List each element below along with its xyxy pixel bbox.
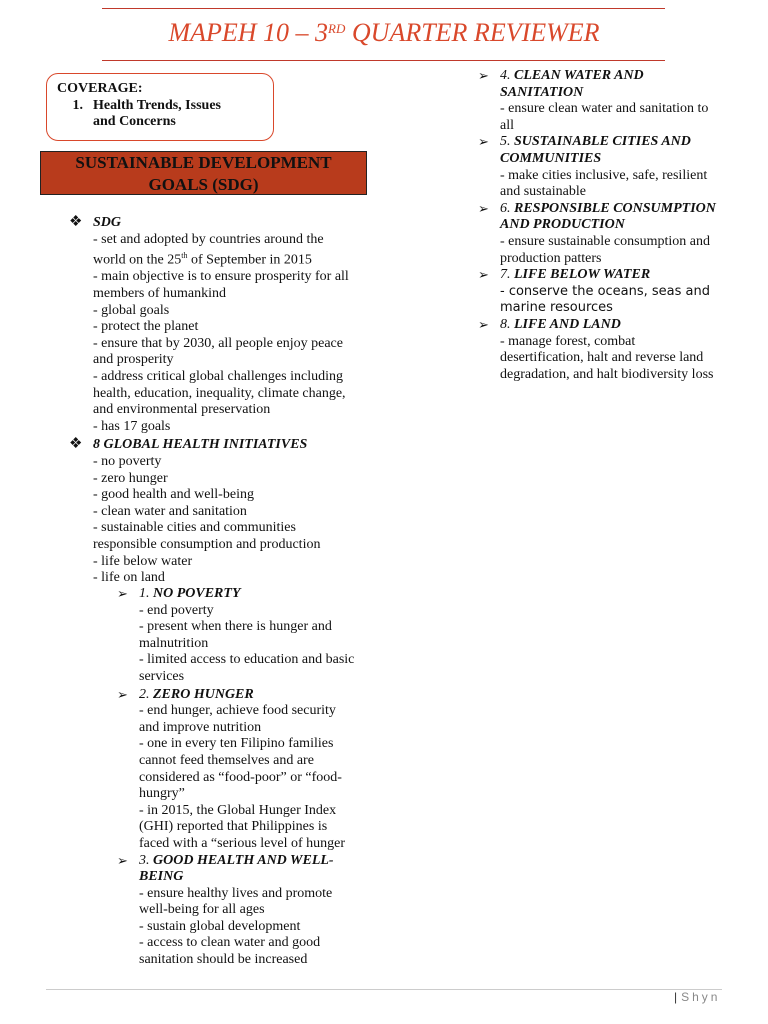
coverage-label: COVERAGE: xyxy=(57,81,143,96)
diamond-bullet-icon: ❖ xyxy=(69,214,83,230)
goal-8-line: degradation, and halt biodiversity loss xyxy=(500,366,714,382)
ghi-item: - good health and well-being xyxy=(93,487,254,503)
ghi-item: - clean water and sanitation xyxy=(93,503,247,519)
goal-5-heading: ➢ 5. SUSTAINABLE CITIES AND COMMUNITIES xyxy=(478,134,691,166)
sdg-banner xyxy=(40,151,367,195)
page-footer: | Shyn xyxy=(674,990,721,1004)
arrow-bullet-icon: ➢ xyxy=(117,686,128,702)
coverage-item-number: 1. xyxy=(72,98,83,113)
goal-7-line: - conserve the oceans, seas and xyxy=(500,283,711,299)
goal-5-line: - make cities inclusive, safe, resilient xyxy=(500,167,708,183)
goal-8-line: desertification, halt and reverse land xyxy=(500,350,704,366)
sdg-banner-line: GOALS (SDG) xyxy=(148,175,259,194)
goal-6-line: - ensure sustainable consumption and xyxy=(500,233,710,249)
arrow-bullet-icon: ➢ xyxy=(478,316,489,332)
sdg-line: - protect the planet xyxy=(93,319,199,335)
goal-1-line: services xyxy=(139,668,185,684)
ghi-item: - life on land xyxy=(93,570,165,586)
goal-2-line: (GHI) reported that Philippines is xyxy=(139,819,328,835)
sdg-banner-line: SUSTAINABLE DEVELOPMENT xyxy=(75,153,332,172)
sdg-line: - address critical global challenges including xyxy=(93,369,343,384)
goal-7-line: marine resources xyxy=(500,300,613,316)
goal-3-line: - access to clean water and good xyxy=(139,935,321,951)
arrow-bullet-icon: ➢ xyxy=(117,852,128,868)
goal-1-line: malnutrition xyxy=(139,635,209,651)
goals-right-column xyxy=(478,68,716,383)
goal-6-line: production patters xyxy=(500,250,602,266)
goal-2-line: - one in every ten Filipino families xyxy=(139,736,334,752)
sdg-line: - main objective is to ensure prosperity for all xyxy=(93,269,349,285)
goal-5-line: and sustainable xyxy=(500,184,586,200)
coverage-box xyxy=(46,73,274,141)
goal-3-line: sanitation should be increased xyxy=(139,952,308,968)
goals-left-column xyxy=(117,586,355,969)
arrow-bullet-icon: ➢ xyxy=(478,267,489,283)
goal-8-line: - manage forest, combat xyxy=(500,333,636,349)
goal-1-heading: ➢ 1. NO POVERTY xyxy=(117,586,241,601)
sdg-line: world on the 25th of September in 2015 xyxy=(93,251,312,268)
ghi-heading: ❖ 8 GLOBAL HEALTH INITIATIVES xyxy=(69,436,308,453)
header-top-rule xyxy=(102,8,665,9)
footer-rule xyxy=(46,989,722,990)
goal-4-line: all xyxy=(500,117,514,133)
arrow-bullet-icon: ➢ xyxy=(478,134,489,150)
arrow-bullet-icon: ➢ xyxy=(478,200,489,216)
goal-3-line: well-being for all ages xyxy=(139,902,265,918)
ghi-item: - life below water xyxy=(93,553,193,569)
ghi-item: responsible consumption and production xyxy=(93,536,321,552)
goal-1-line: - present when there is hunger and xyxy=(139,619,332,635)
ghi-item: - no poverty xyxy=(93,453,162,469)
goal-6-heading: ➢ 6. RESPONSIBLE CONSUMPTION AND PRODUCTION xyxy=(478,200,716,233)
goal-2-line: and improve nutrition xyxy=(139,719,262,735)
sdg-line: - global goals xyxy=(93,302,170,318)
goal-2-line: hungry” xyxy=(139,786,185,802)
goal-4-heading: ➢ 4. CLEAN WATER AND SANITATION xyxy=(478,68,644,100)
sdg-line: members of humankind xyxy=(93,286,226,302)
footer-author: Shyn xyxy=(681,990,721,1004)
goal-3-heading: ➢ 3. GOOD HEALTH AND WELL- BEING xyxy=(117,852,334,885)
coverage-item xyxy=(57,98,263,130)
goal-2-line: - in 2015, the Global Hunger Index xyxy=(139,802,337,818)
goal-2-line: cannot feed themselves and are xyxy=(139,752,314,768)
arrow-bullet-icon: ➢ xyxy=(478,68,489,83)
coverage-item-line: and Concerns xyxy=(93,114,176,129)
goal-7-heading: ➢ 7. LIFE BELOW WATER xyxy=(478,267,651,283)
coverage-item-line: Health Trends, Issues xyxy=(93,98,221,113)
page-title: MAPEH 10 – 3RD QUARTER REVIEWER xyxy=(168,18,600,47)
goal-1-line: - limited access to education and basic xyxy=(139,652,355,668)
sdg-line: health, education, inequality, climate change, xyxy=(93,385,346,401)
goal-3-line: - ensure healthy lives and promote xyxy=(139,885,333,901)
sdg-heading: ❖ SDG xyxy=(69,214,122,230)
sdg-line: and prosperity xyxy=(93,352,174,368)
goal-1-line: - end poverty xyxy=(139,602,214,618)
header-bottom-rule xyxy=(102,60,665,61)
goal-3-line: - sustain global development xyxy=(139,918,301,934)
goal-8-heading: ➢ 8. LIFE AND LAND xyxy=(478,316,621,332)
ghi-item: - sustainable cities and communities xyxy=(93,520,296,536)
sdg-line: - ensure that by 2030, all people enjoy peace xyxy=(93,335,343,351)
goal-2-line: - end hunger, achieve food security xyxy=(139,703,336,719)
goal-2-heading: ➢ 2. ZERO HUNGER xyxy=(117,686,254,702)
goal-2-line: faced with a “serious level of hunger xyxy=(139,835,346,851)
arrow-bullet-icon: ➢ xyxy=(117,586,128,601)
sdg-line: and environmental preservation xyxy=(93,402,271,418)
left-column xyxy=(69,214,349,587)
goal-4-line: - ensure clean water and sanitation to xyxy=(500,101,709,117)
sdg-line: - set and adopted by countries around the xyxy=(93,231,324,247)
ghi-item: - zero hunger xyxy=(93,470,168,486)
goal-2-line: considered as “food-poor” or “food- xyxy=(139,769,342,785)
diamond-bullet-icon: ❖ xyxy=(69,436,83,453)
sdg-line: - has 17 goals xyxy=(93,418,171,434)
